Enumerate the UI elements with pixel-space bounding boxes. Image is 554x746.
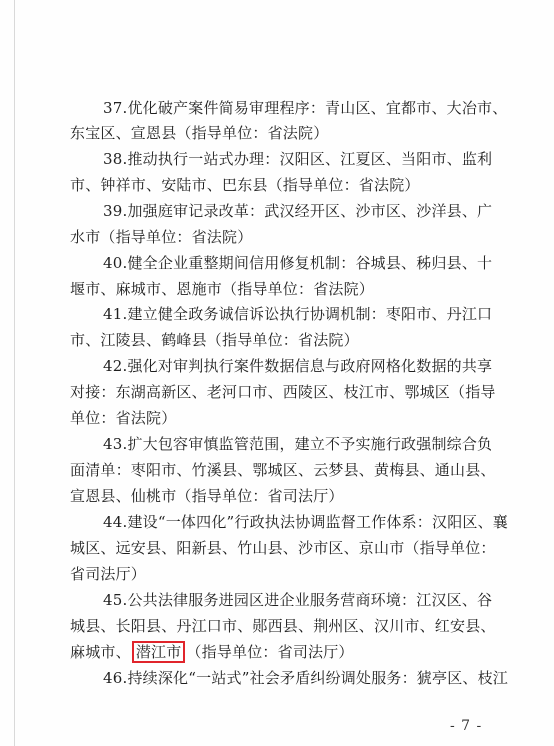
item-38-line-2: 市、钟祥市、安陆市、巴东县（指导单位：省法院） (70, 176, 420, 194)
scan-edge-line (14, 0, 15, 746)
item-41-line-1: 41.建立健全政务诚信诉讼执行协调机制：枣阳市、丹江口 (103, 305, 493, 323)
item-45-line-1: 45.公共法律服务进园区进企业服务营商环境：江汉区、谷 (103, 591, 493, 609)
item-40-line-1: 40.健全企业重整期间信用修复机制：谷城县、秭归县、十 (103, 254, 493, 272)
item-44-line-1: 44.建设“一体四化”行政执法协调监督工作体系：汉阳区、襄 (103, 513, 508, 531)
item-45-line-2: 城县、长阳县、丹江口市、郧西县、荆州区、汉川市、红安县、 (70, 617, 496, 635)
item-46-line-1: 46.持续深化“一站式”社会矛盾纠纷调处服务：猇亭区、枝江 (103, 669, 508, 687)
page-number: - 7 - (450, 718, 483, 734)
item-45-line-3 (70, 641, 354, 663)
item-37-line-1: 37.优化破产案件简易审理程序：青山区、宜都市、大冶市、 (103, 99, 508, 117)
item-41-line-2: 市、江陵县、鹤峰县（指导单位：省法院） (70, 331, 359, 349)
item-45-line-3-prefix: 麻城市、 (70, 643, 131, 661)
item-42-line-3: 单位：省法院） (70, 409, 177, 427)
item-45-line-3-suffix: （指导单位：省司法厅） (186, 643, 354, 661)
item-39-line-2: 水市（指导单位：省法院） (70, 228, 253, 246)
item-43-line-3: 宣恩县、仙桃市（指导单位：省司法厅） (70, 487, 344, 505)
item-42-line-1: 42.强化对审判执行案件数据信息与政府网格化数据的共享 (103, 357, 493, 375)
item-42-line-2: 对接：东湖高新区、老河口市、西陵区、枝江市、鄂城区（指导 (70, 383, 496, 401)
item-44-line-2: 城区、远安县、阳新县、竹山县、沙市区、京山市（指导单位： (70, 539, 496, 557)
item-37-line-2: 东宝区、宣恩县（指导单位：省法院） (70, 124, 329, 142)
item-40-line-2: 堰市、麻城市、恩施市（指导单位：省法院） (70, 280, 375, 298)
item-38-line-1: 38.推动执行一站式办理：汉阳区、江夏区、当阳市、监利 (103, 150, 493, 168)
highlighted-city: 潜江市 (132, 641, 186, 663)
item-43-line-1: 43.扩大包容审慎监管范围，建立不予实施行政强制综合负 (103, 435, 493, 453)
item-39-line-1: 39.加强庭审记录改革：武汉经开区、沙市区、沙洋县、广 (103, 202, 493, 220)
item-44-line-3: 省司法厅） (70, 565, 147, 583)
item-43-line-2: 面清单：枣阳市、竹溪县、鄂城区、云梦县、黄梅县、通山县、 (70, 461, 496, 479)
